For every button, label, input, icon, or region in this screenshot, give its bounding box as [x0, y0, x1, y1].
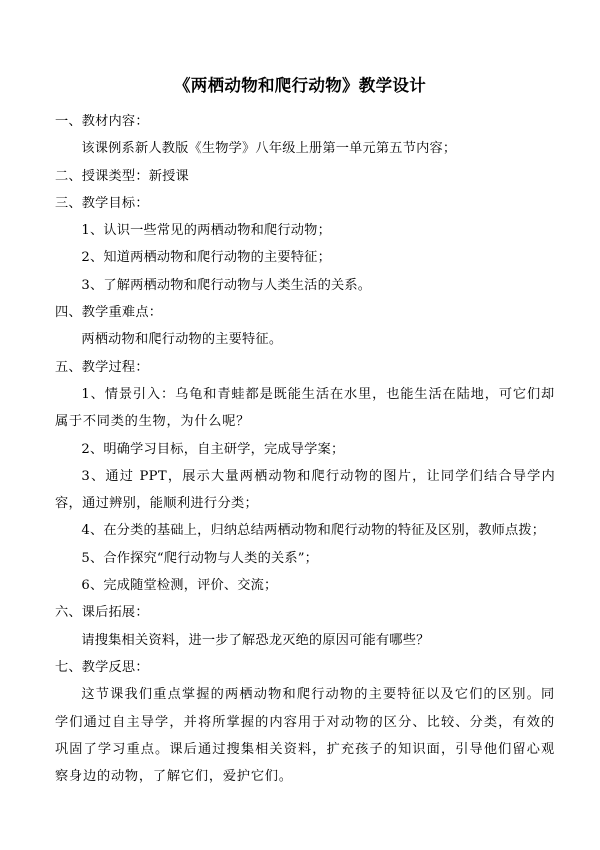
process-item: 4、在分类的基础上，归纳总结两栖动物和爬行动物的特征及区别，教师点拨；	[81, 523, 546, 539]
reflection-paragraph: 这节课我们重点掌握的两栖动物和爬行动物的主要特征以及它们的区别。同学们通过自主导学，并将所掌握的内容用于对动物的区分、比较、分类，有效的巩固了学习重点。课后通过搜集相关资料，扩充孩子的知识面，引导他们留心观察身边的动物，了解它们，爱护它们。	[55, 687, 555, 785]
process-item: 3、通过 PPT，展示大量两栖动物和爬行动物的图片，让同学们结合导学内容，通过辨别，能顺利进行分类；	[55, 468, 555, 512]
section-1-line: 该课例系新人教版《生物学》八年级上册第一单元第五节内容；	[81, 141, 457, 157]
document-title: 《两栖动物和爬行动物》教学设计	[174, 76, 426, 95]
objective-item: 2、知道两栖动物和爬行动物的主要特征；	[81, 250, 331, 266]
section-heading-5: 五、教学过程：	[55, 359, 149, 375]
process-item: 5、合作探究“爬行动物与人类的关系”；	[81, 550, 319, 566]
section-6-line: 请搜集相关资料，进一步了解恐龙灭绝的原因可能有哪些？	[81, 632, 430, 648]
section-heading-3: 三、教学目标：	[55, 195, 149, 211]
document-body	[55, 108, 555, 790]
section-heading-1: 一、教材内容：	[55, 114, 149, 129]
section-heading-2: 二、授课类型：新授课	[55, 168, 189, 184]
process-item: 2、明确学习目标，自主研学，完成导学案；	[81, 441, 345, 457]
objective-item: 1、认识一些常见的两栖动物和爬行动物；	[81, 223, 331, 239]
process-item: 6、完成随堂检测，评价、交流；	[81, 578, 278, 594]
section-heading-6: 六、课后拓展：	[55, 605, 149, 621]
section-heading-4: 四、教学重难点：	[55, 305, 163, 321]
section-heading-7: 七、教学反思：	[55, 659, 149, 675]
section-4-line: 两栖动物和爬行动物的主要特征。	[81, 332, 283, 348]
process-item: 1、情景引入：乌龟和青蛙都是既能生活在水里，也能生活在陆地，可它们却属于不同类的生物，为什么呢？	[55, 386, 555, 430]
objective-item: 3、了解两栖动物和爬行动物与人类生活的关系。	[81, 277, 372, 293]
